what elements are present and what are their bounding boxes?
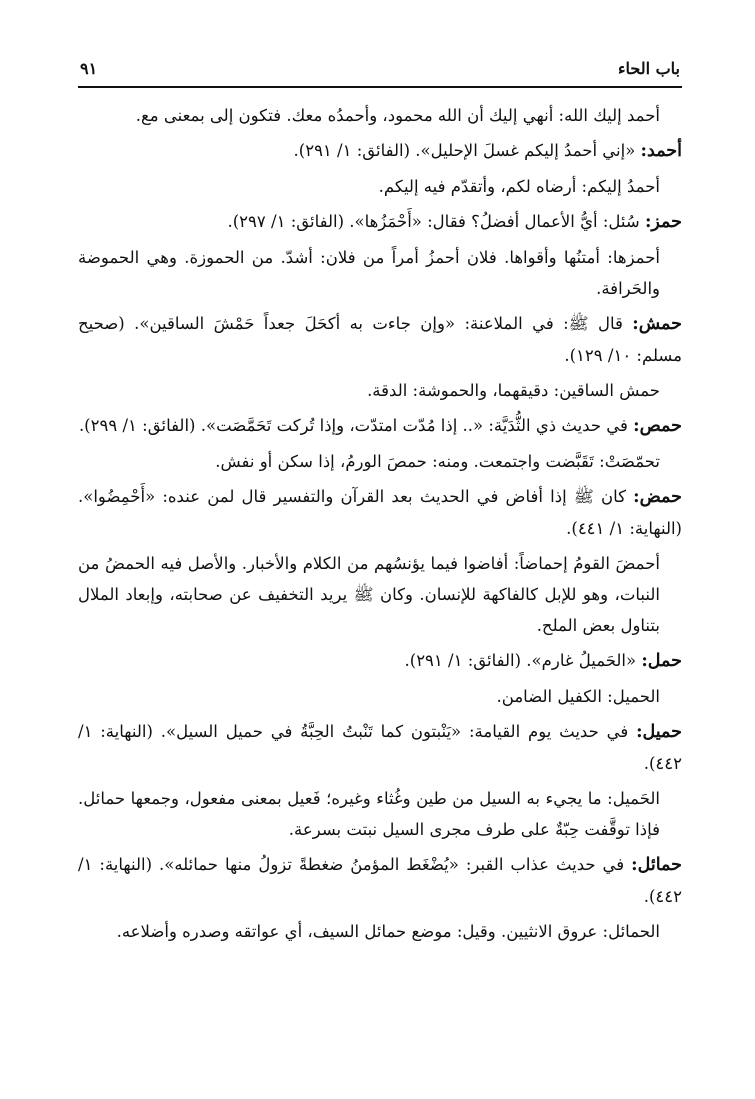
- explanation-paragraph: [78, 171, 682, 202]
- chapter-title: باب الحاء: [617, 59, 680, 78]
- paragraph-text: في حديث يوم القيامة: «يَنْبتون كما تَنْبتُ الحِبَّةُ في حميل السيل». (النهاية: ١/ ٤٤٢).: [78, 722, 682, 773]
- explanation-paragraph: [78, 375, 682, 406]
- entry-paragraph: [78, 716, 682, 779]
- entry-paragraph: [78, 206, 682, 238]
- explanation-paragraph: [78, 681, 682, 712]
- entries-body: [78, 100, 682, 951]
- paragraph-text: «الحَميلُ غارم». (الفائق: ١/ ٢٩١).: [404, 651, 642, 670]
- paragraph-text: أحمدُ إليكم: أرضاه لكم، وأتقدّم فيه إليكم.: [378, 177, 660, 196]
- entry-paragraph: [78, 849, 682, 912]
- entry-paragraph: [78, 481, 682, 544]
- page-number: ٩١: [80, 59, 98, 78]
- entry-paragraph: [78, 308, 682, 371]
- paragraph-text: في حديث عذاب القبر: «يُضْغَط المؤمنُ ضغطةً تزولُ منها حمائله». (النهاية: ١/ ٤٤٢).: [78, 855, 682, 906]
- headword: حمائل:: [631, 855, 682, 875]
- paragraph-text: تحمّصَتْ: تَقَبَّضت واجتمعت. ومنه: حمصَ الورمُ، إذا سكن أو نفش.: [215, 452, 660, 471]
- paragraph-text: في حديث ذي الثُّدَيَّة: «.. إذا مُدّت امتدّت، وإذا تُركت تَحَمَّصَت». (الفائق: ١/ ٢٩٩).: [78, 416, 634, 435]
- explanation-paragraph: [78, 242, 682, 304]
- explanation-paragraph: [78, 446, 682, 477]
- page-header: [80, 55, 680, 85]
- paragraph-text: كان ﷺ إذا أفاض في الحديث بعد القرآن والتفسير قال لمن عنده: «أَحْمِضُوا». (النهاية: ١/ ٤٤١).: [78, 487, 682, 538]
- paragraph-text: الحَميل: ما يجيء به السيل من طين وغُثاء وغيره؛ فَعيل بمعنى مفعول، وجمعها حمائل. فإذا توقَّفت حِبّةٌ على طرف مجرى السيل نبتت بسرعة.: [78, 789, 660, 839]
- explanation-paragraph: [78, 100, 682, 131]
- headword: حميل:: [636, 722, 682, 742]
- entry-paragraph: [78, 645, 682, 677]
- explanation-paragraph: [78, 783, 682, 845]
- entry-paragraph: [78, 135, 682, 167]
- paragraph-text: «إني أحمدُ إليكم غسلَ الإحليل». (الفائق: ١/ ٢٩١).: [293, 141, 641, 160]
- headword: حمز:: [644, 212, 682, 232]
- headword: حمض:: [633, 487, 682, 507]
- headword: حمص:: [633, 416, 682, 436]
- explanation-paragraph: [78, 916, 682, 947]
- paragraph-text: قال ﷺ: في الملاعنة: «وإن جاءت به أكحَلَ جعداً حَمْشَ الساقين». (صحيح مسلم: ١٠/ ١٢٩).: [78, 314, 682, 365]
- explanation-paragraph: [78, 548, 682, 641]
- headword: حمل:: [641, 651, 682, 671]
- paragraph-text: أحمضَ القومُ إحماضاً: أفاضوا فيما يؤنسُهم من الكلام والأخبار. والأصل فيه الحمضُ من النبات، وهو للإبل كالفاكهة للإنسان. وكان ﷺ يريد التخفيف عن صحابته، وإبعاد الملال بتناول بعض الملح.: [78, 554, 660, 635]
- header-rule: [78, 86, 682, 88]
- paragraph-text: أحمد إليك الله: أنهي إليك أن الله محمود، وأحمدُه معك. فتكون إلى بمعنى مع.: [135, 106, 660, 125]
- headword: أحمد:: [640, 141, 682, 161]
- headword: حمش:: [632, 314, 682, 334]
- entry-paragraph: [78, 410, 682, 442]
- paragraph-text: الحمائل: عروق الانثيين. وقيل: موضع حمائل السيف، أي عواتقه وصدره وأضلاعه.: [116, 922, 660, 941]
- paragraph-text: أحمزها: أمتنُها وأقواها. فلان أحمزُ أمراً من فلان: أشدّ. من الحموزة. وهي الحموضة والحَرافة.: [78, 248, 660, 298]
- paragraph-text: حمش الساقين: دقيقهما، والحموشة: الدقة.: [367, 381, 660, 400]
- paragraph-text: سُئل: أيُّ الأعمال أفضلُ؟ فقال: «أَحْمَزُها». (الفائق: ١/ ٢٩٧).: [227, 212, 645, 231]
- paragraph-text: الحميل: الكفيل الضامن.: [496, 687, 660, 706]
